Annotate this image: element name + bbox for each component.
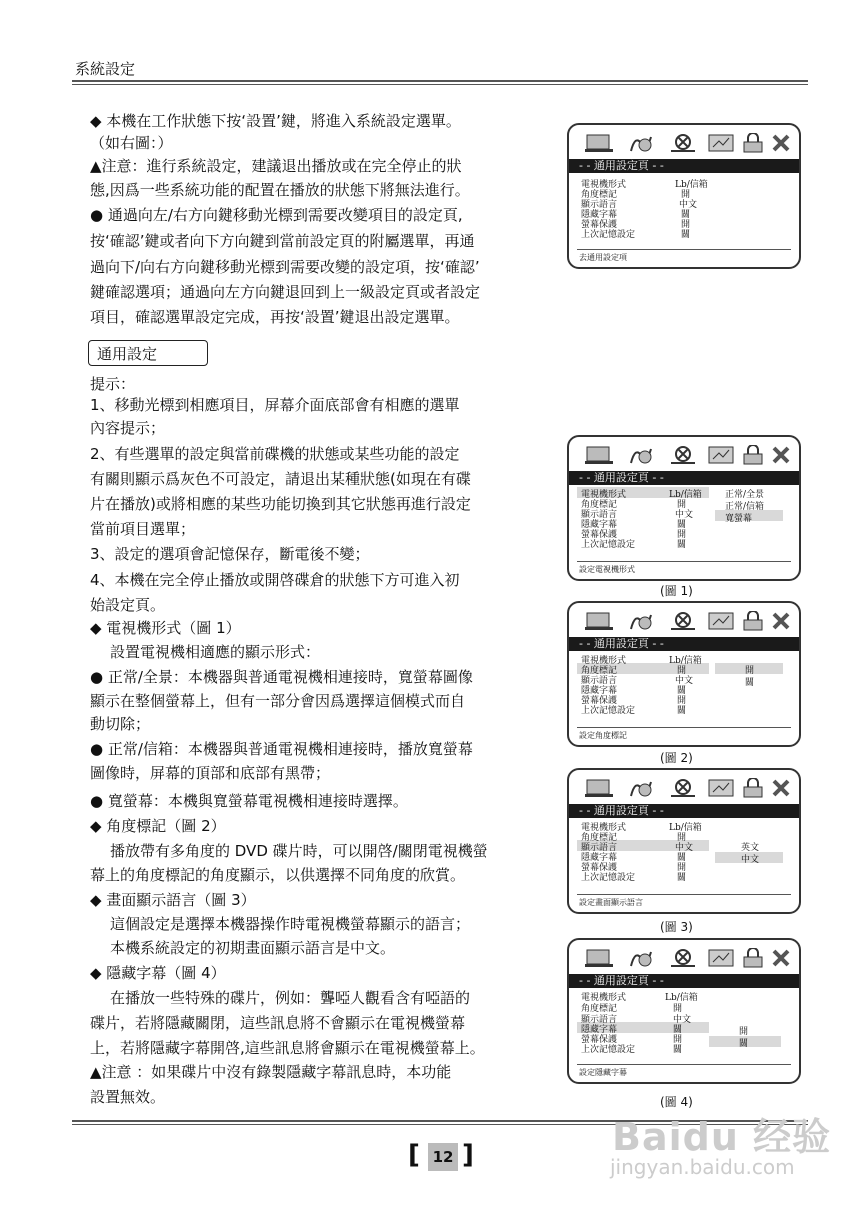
video-setup-icon: [669, 778, 697, 798]
audio-setup-icon: [627, 133, 655, 153]
menu-value: 中文: [679, 200, 698, 210]
section-title-box: 通用設定: [88, 340, 208, 366]
header-rule-thin: [72, 84, 808, 85]
body-line: 設置無效。: [90, 1088, 166, 1106]
submenu-option[interactable]: 開: [745, 666, 755, 676]
audio-setup-icon: [627, 611, 655, 631]
body-line: ◆ 電視機形式（圖 1）: [90, 619, 241, 637]
body-line: ◆ 畫面顯示語言（圖 3）: [90, 891, 256, 909]
menu-footer-rule: [577, 894, 791, 895]
menu-item[interactable]: 顯示語言: [581, 676, 618, 686]
menu-value: Lb/信箱: [669, 656, 702, 666]
body-line: 內容提示；: [90, 419, 166, 437]
general-setup-icon: [585, 133, 613, 153]
menu-item[interactable]: 顯示語言: [581, 200, 618, 210]
menu-value: 中文: [675, 510, 694, 520]
page-header-title: 系統設定: [75, 60, 136, 78]
exit-icon: [771, 778, 791, 798]
body-line: 本機系統設定的初期畫面顯示語言是中文。: [110, 939, 396, 957]
menu-value: 關: [677, 520, 687, 530]
menu-item[interactable]: 隱藏字幕: [581, 520, 618, 530]
menu-value: 關: [677, 873, 687, 883]
menu-item[interactable]: 角度標記: [581, 666, 618, 676]
submenu-option[interactable]: 開: [739, 1027, 749, 1037]
body-line: 當前項目選單；: [90, 520, 196, 538]
video-setup-icon: [669, 948, 697, 968]
menu-footer-rule: [577, 1064, 791, 1065]
body-line: ● 正常/全景：本機器與普通電視機相連接時，寬螢幕圖像: [90, 668, 473, 686]
menu-value: 關: [677, 706, 687, 716]
body-line: 3、設定的選項會記憶保存，斷電後不變；: [90, 545, 370, 563]
menu-title-bar: - - 通用設定頁 - -: [569, 471, 799, 485]
menu-icon-row: [569, 940, 799, 974]
audio-setup-icon: [627, 445, 655, 465]
menu-value: 關: [673, 1025, 683, 1035]
menu-panel-fig3: [567, 768, 801, 914]
exit-icon: [771, 611, 791, 631]
menu-item[interactable]: 角度標記: [581, 190, 618, 200]
video-setup-icon: [669, 445, 697, 465]
menu-value: 開: [677, 666, 687, 676]
video-setup-icon: [669, 611, 697, 631]
menu-item[interactable]: 電視機形式: [581, 490, 627, 500]
menu-panel-fig2: [567, 601, 801, 747]
submenu-option[interactable]: 關: [739, 1039, 749, 1049]
menu-panel-fig4: [567, 938, 801, 1084]
menu-value: 中文: [675, 676, 694, 686]
intro-line: 按‘確認’鍵或者向下方向鍵到當前設定頁的附屬選單，再通: [90, 232, 475, 250]
menu-item[interactable]: 隱藏字幕: [581, 686, 618, 696]
menu-value: 開: [677, 696, 687, 706]
menu-title-bar: - - 通用設定頁 - -: [569, 804, 799, 818]
menu-title-bar: - - 通用設定頁 - -: [569, 974, 799, 988]
general-setup-icon: [585, 778, 613, 798]
menu-value: Lb/信箱: [669, 490, 702, 500]
figure-caption: (圖 2): [660, 751, 693, 765]
menu-item[interactable]: 顯示語言: [581, 843, 618, 853]
menu-icon-row: [569, 770, 799, 804]
menu-value: Lb/信箱: [669, 823, 702, 833]
body-line: 圖像時，屏幕的頂部和底部有黑帶；: [90, 764, 331, 782]
body-line: 在播放一些特殊的碟片，例如：聾啞人觀看含有啞語的: [110, 989, 471, 1007]
general-setup-icon: [585, 611, 613, 631]
preference-icon: [707, 611, 735, 631]
menu-footer-hint: 設定隱藏字幕: [579, 1068, 627, 1077]
video-setup-icon: [669, 133, 697, 153]
watermark-brand: Baidu 经验: [612, 1115, 832, 1159]
menu-item[interactable]: 顯示語言: [581, 1015, 618, 1025]
preference-icon: [707, 445, 735, 465]
menu-item[interactable]: 角度標記: [581, 1004, 618, 1014]
submenu-option[interactable]: 關: [745, 678, 755, 688]
intro-line: 過向下/向右方向鍵移動光標到需要改變的設定項，按‘確認’: [90, 258, 480, 276]
body-line: 設置電視機相適應的顯示形式：: [110, 643, 321, 661]
body-line: ◆ 隱藏字幕（圖 4）: [90, 964, 226, 982]
body-line: 4、本機在完全停止播放或開啓碟倉的狀態下方可進入初: [90, 571, 460, 589]
lock-icon: [741, 133, 765, 153]
menu-item[interactable]: 顯示語言: [581, 510, 618, 520]
menu-value: 開: [681, 220, 691, 230]
preference-icon: [707, 778, 735, 798]
body-line: 幕上的角度標記的角度顯示，以供選擇不同角度的欣賞。: [90, 866, 466, 884]
figure-caption: (圖 4): [660, 1095, 693, 1109]
menu-value: 關: [681, 210, 691, 220]
exit-icon: [771, 948, 791, 968]
body-line: ● 正常/信箱：本機器與普通電視機相連接時，播放寬螢幕: [90, 740, 473, 758]
body-line: 動切除；: [90, 715, 151, 733]
menu-item[interactable]: 上次記憶設定: [581, 706, 636, 716]
menu-item[interactable]: 上次記憶設定: [581, 1045, 636, 1055]
body-line: 顯示在整個螢幕上，但有一部分會因爲選擇這個模式而自: [90, 692, 466, 710]
submenu-option[interactable]: 正常/全景: [725, 490, 765, 500]
menu-item[interactable]: 上次記憶設定: [581, 873, 636, 883]
menu-value: 關: [673, 1045, 683, 1055]
lock-icon: [741, 445, 765, 465]
menu-footer-rule: [577, 727, 791, 728]
menu-item[interactable]: 電視機形式: [581, 656, 627, 666]
menu-item[interactable]: 電視機形式: [581, 823, 627, 833]
menu-panel-main: [567, 123, 801, 269]
body-line: 有關則顯示爲灰色不可設定，請退出某種狀態(如現在有碟: [90, 470, 471, 488]
menu-footer-rule: [577, 561, 791, 562]
menu-value: 開: [673, 1004, 683, 1014]
body-line: 播放帶有多角度的 DVD 碟片時，可以開啓/關閉電視機螢: [110, 842, 488, 860]
body-line: 提示：: [90, 375, 136, 393]
page-number-bracket-left: [: [408, 1140, 420, 1170]
body-line: 片在播放)或將相應的某些功能切換到其它狀態再進行設定: [90, 495, 471, 513]
menu-value: 開: [677, 500, 687, 510]
menu-item[interactable]: 隱藏字幕: [581, 210, 618, 220]
menu-panel-fig1: [567, 435, 801, 581]
menu-item[interactable]: 電視機形式: [581, 993, 627, 1003]
exit-icon: [771, 133, 791, 153]
preference-icon: [707, 133, 735, 153]
menu-item[interactable]: 角度標記: [581, 500, 618, 510]
general-setup-icon: [585, 948, 613, 968]
menu-item[interactable]: 螢幕保護: [581, 1035, 618, 1045]
menu-footer-hint: 設定角度標記: [579, 731, 627, 740]
watermark-url: jingyan.baidu.com: [610, 1155, 795, 1179]
menu-value: 開: [677, 833, 687, 843]
menu-value: 中文: [675, 843, 694, 853]
intro-line: 項目，確認選單設定完成，再按‘設置’鍵退出設定選單。: [90, 308, 460, 326]
body-line: ◆ 角度標記（圖 2）: [90, 817, 226, 835]
body-line: 2、有些選單的設定與當前碟機的狀態或某些功能的設定: [90, 445, 460, 463]
menu-value: 開: [677, 863, 687, 873]
menu-item[interactable]: 上次記憶設定: [581, 540, 636, 550]
submenu-option[interactable]: 正常/信箱: [725, 502, 765, 512]
audio-setup-icon: [627, 948, 655, 968]
menu-value: 關: [677, 686, 687, 696]
menu-item[interactable]: 螢幕保護: [581, 530, 618, 540]
body-line: ▲注意 ：如果碟片中沒有錄製隱藏字幕訊息時，本功能: [90, 1063, 452, 1081]
submenu-option[interactable]: 寬螢幕: [725, 514, 753, 524]
intro-line: ◆ 本機在工作狀態下按‘設置’鍵，將進入系統設定選單。: [90, 112, 461, 130]
menu-value: 開: [681, 190, 691, 200]
menu-value: Lb/信箱: [665, 993, 698, 1003]
header-rule: [72, 80, 808, 82]
menu-icon-row: [569, 437, 799, 471]
lock-icon: [741, 948, 765, 968]
body-line: 碟片，若將隱藏關閉，這些訊息將不會顯示在電視機螢幕: [90, 1014, 466, 1032]
menu-item[interactable]: 螢幕保護: [581, 696, 618, 706]
lock-icon: [741, 611, 765, 631]
body-line: 始設定頁。: [90, 596, 166, 614]
menu-footer-hint: 設定畫面顯示語言: [579, 898, 643, 907]
menu-footer-hint: 去通用設定項: [579, 253, 627, 262]
intro-line: ● 通過向左/右方向鍵移動光標到需要改變項目的設定頁,: [90, 206, 463, 224]
audio-setup-icon: [627, 778, 655, 798]
menu-title-bar: - - 通用設定頁 - -: [569, 159, 799, 173]
menu-value: Lb/信箱: [675, 180, 708, 190]
body-line: ● 寬螢幕：本機與寬螢幕電視機相連接時選擇。: [90, 792, 408, 810]
lock-icon: [741, 778, 765, 798]
general-setup-icon: [585, 445, 613, 465]
menu-icon-row: [569, 125, 799, 159]
menu-item[interactable]: 上次記憶設定: [581, 230, 636, 240]
preference-icon: [707, 948, 735, 968]
menu-icon-row: [569, 603, 799, 637]
menu-item[interactable]: 螢幕保護: [581, 863, 618, 873]
menu-value: 中文: [673, 1015, 692, 1025]
submenu-option[interactable]: 英文: [741, 843, 760, 853]
menu-item[interactable]: 隱藏字幕: [581, 1025, 618, 1035]
menu-item[interactable]: 隱藏字幕: [581, 853, 618, 863]
exit-icon: [771, 445, 791, 465]
menu-value: 開: [677, 530, 687, 540]
menu-item[interactable]: 螢幕保護: [581, 220, 618, 230]
menu-item[interactable]: 電視機形式: [581, 180, 627, 190]
intro-line: （如右圖：）: [90, 134, 173, 152]
page-number: 12: [428, 1143, 458, 1171]
figure-caption: (圖 1): [660, 584, 693, 598]
body-line: 這個設定是選擇本機器操作時電視機螢幕顯示的語言；: [110, 915, 471, 933]
menu-value: 關: [677, 853, 687, 863]
submenu-option[interactable]: 中文: [741, 855, 760, 865]
menu-footer-rule: [577, 249, 791, 250]
intro-line: 態,因爲一些系統功能的配置在播放的狀態下將無法進行。: [90, 181, 470, 199]
intro-line: ▲注意：進行系統設定，建議退出播放或在完全停止的狀: [90, 157, 462, 175]
menu-value: 開: [673, 1035, 683, 1045]
menu-title-bar: - - 通用設定頁 - -: [569, 637, 799, 651]
menu-footer-hint: 設定電視機形式: [579, 565, 635, 574]
menu-value: 關: [677, 540, 687, 550]
menu-value: 關: [681, 230, 691, 240]
figure-caption: (圖 3): [660, 920, 693, 934]
body-line: 上，若將隱藏字幕開啓,這些訊息將會顯示在電視機螢幕上。: [90, 1039, 485, 1057]
intro-line: 鍵確認選項；通過向左方向鍵退回到上一級設定頁或者設定: [90, 283, 481, 301]
body-line: 1、移動光標到相應項目，屏幕介面底部會有相應的選單: [90, 396, 460, 414]
menu-item[interactable]: 角度標記: [581, 833, 618, 843]
page-number-bracket-right: ]: [462, 1140, 474, 1170]
